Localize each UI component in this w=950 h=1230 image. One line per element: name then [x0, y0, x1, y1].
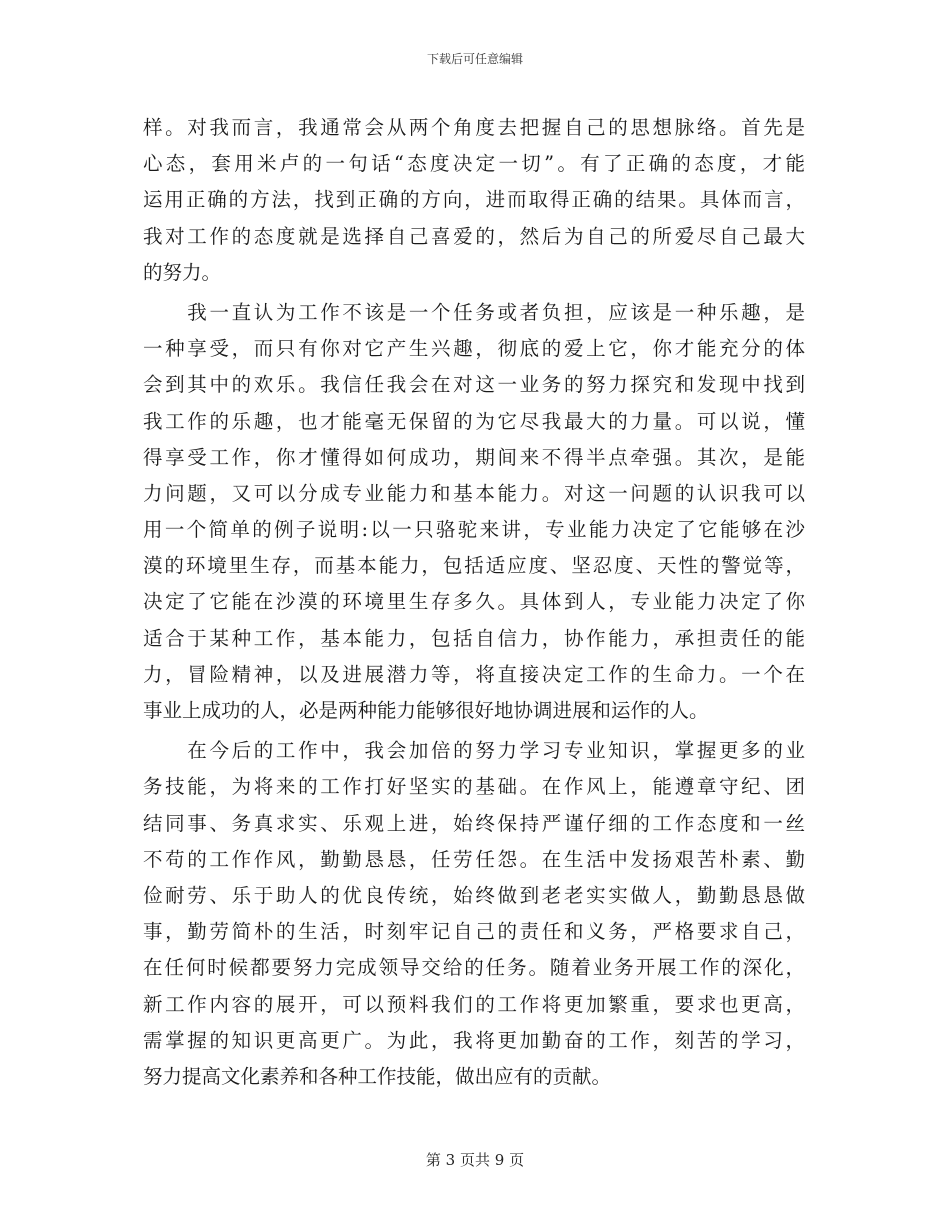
text-line: 会到其中的欢乐。我信任我会在对这一业务的努力探究和发现中找到	[143, 373, 805, 397]
text-line: 在任何时候都要努力完成领导交给的任务。随着业务开展工作的深化，	[143, 956, 805, 980]
text-line: 我工作的乐趣，也才能毫无保留的为它尽我最大的力量。可以说，懂	[143, 409, 805, 433]
text-line: 心态，套用米卢的一句话“态度决定一切”。有了正确的态度，才能	[143, 152, 805, 176]
text-line: 得享受工作，你才懂得如何成功，期间来不得半点牵强。其次，是能	[143, 445, 805, 469]
text-line: 力，冒险精神，以及进展潜力等，将直接决定工作的生命力。一个在	[143, 662, 805, 686]
text-line: 漠的环境里生存，而基本能力，包括适应度、坚忍度、天性的警觉等，	[143, 554, 805, 578]
text-line: 我对工作的态度就是选择自己喜爱的，然后为自己的所爱尽自己最大	[143, 224, 805, 248]
page-header: 下载后可任意编辑	[426, 52, 523, 66]
text-line: 一种享受，而只有你对它产生兴趣，彻底的爱上它，你才能充分的体	[143, 337, 805, 361]
paragraph-3	[143, 733, 805, 1095]
text-line: 在今后的工作中，我会加倍的努力学习专业知识，掌握更多的业	[143, 739, 805, 763]
text-line: 结同事、务真求实、乐观上进，始终保持严谨仔细的工作态度和一丝	[143, 811, 805, 835]
text-line: 决定了它能在沙漠的环境里生存多久。具体到人，专业能力决定了你	[143, 590, 805, 614]
text-line: 俭耐劳、乐于助人的优良传统，始终做到老老实实做人，勤勤恳恳做	[143, 883, 805, 907]
text-line: 我一直认为工作不该是一个任务或者负担，应该是一种乐趣，是	[143, 300, 805, 324]
text-line: 努力提高文化素养和各种工作技能，做出应有的贡献。	[143, 1064, 612, 1088]
text-line: 样。对我而言，我通常会从两个角度去把握自己的思想脉络。首先是	[143, 116, 805, 139]
paragraph-2	[143, 295, 805, 729]
text-line: 不苟的工作作风，勤勤恳恳，任劳任怨。在生活中发扬艰苦朴素、勤	[143, 847, 805, 871]
page-number: 第 3 页共 9 页	[425, 1151, 525, 1169]
text-line: 事业上成功的人，必是两种能力能够很好地协调进展和运作的人。	[143, 699, 709, 722]
text-line: 务技能，为将来的工作打好坚实的基础。在作风上，能遵章守纪、团	[143, 775, 805, 799]
document-body	[143, 110, 805, 1095]
text-line: 事，勤劳简朴的生活，时刻牢记自己的责任和义务，严格要求自己，	[143, 920, 805, 944]
text-line: 力问题，又可以分成专业能力和基本能力。对这一问题的认识我可以	[143, 481, 805, 505]
text-line: 的努力。	[143, 260, 222, 284]
text-line: 用一个简单的例子说明:以一只骆驼来讲，专业能力决定了它能够在沙	[143, 518, 805, 542]
paragraph-1	[143, 110, 805, 291]
text-line: 需掌握的知识更高更广。为此，我将更加勤奋的工作，刻苦的学习，	[143, 1028, 805, 1052]
text-line: 运用正确的方法，找到正确的方向，进而取得正确的结果。具体而言，	[143, 188, 805, 212]
text-line: 新工作内容的展开，可以预料我们的工作将更加繁重，要求也更高，	[143, 992, 805, 1016]
text-line: 适合于某种工作，基本能力，包括自信力，协作能力，承担责任的能	[143, 626, 805, 650]
